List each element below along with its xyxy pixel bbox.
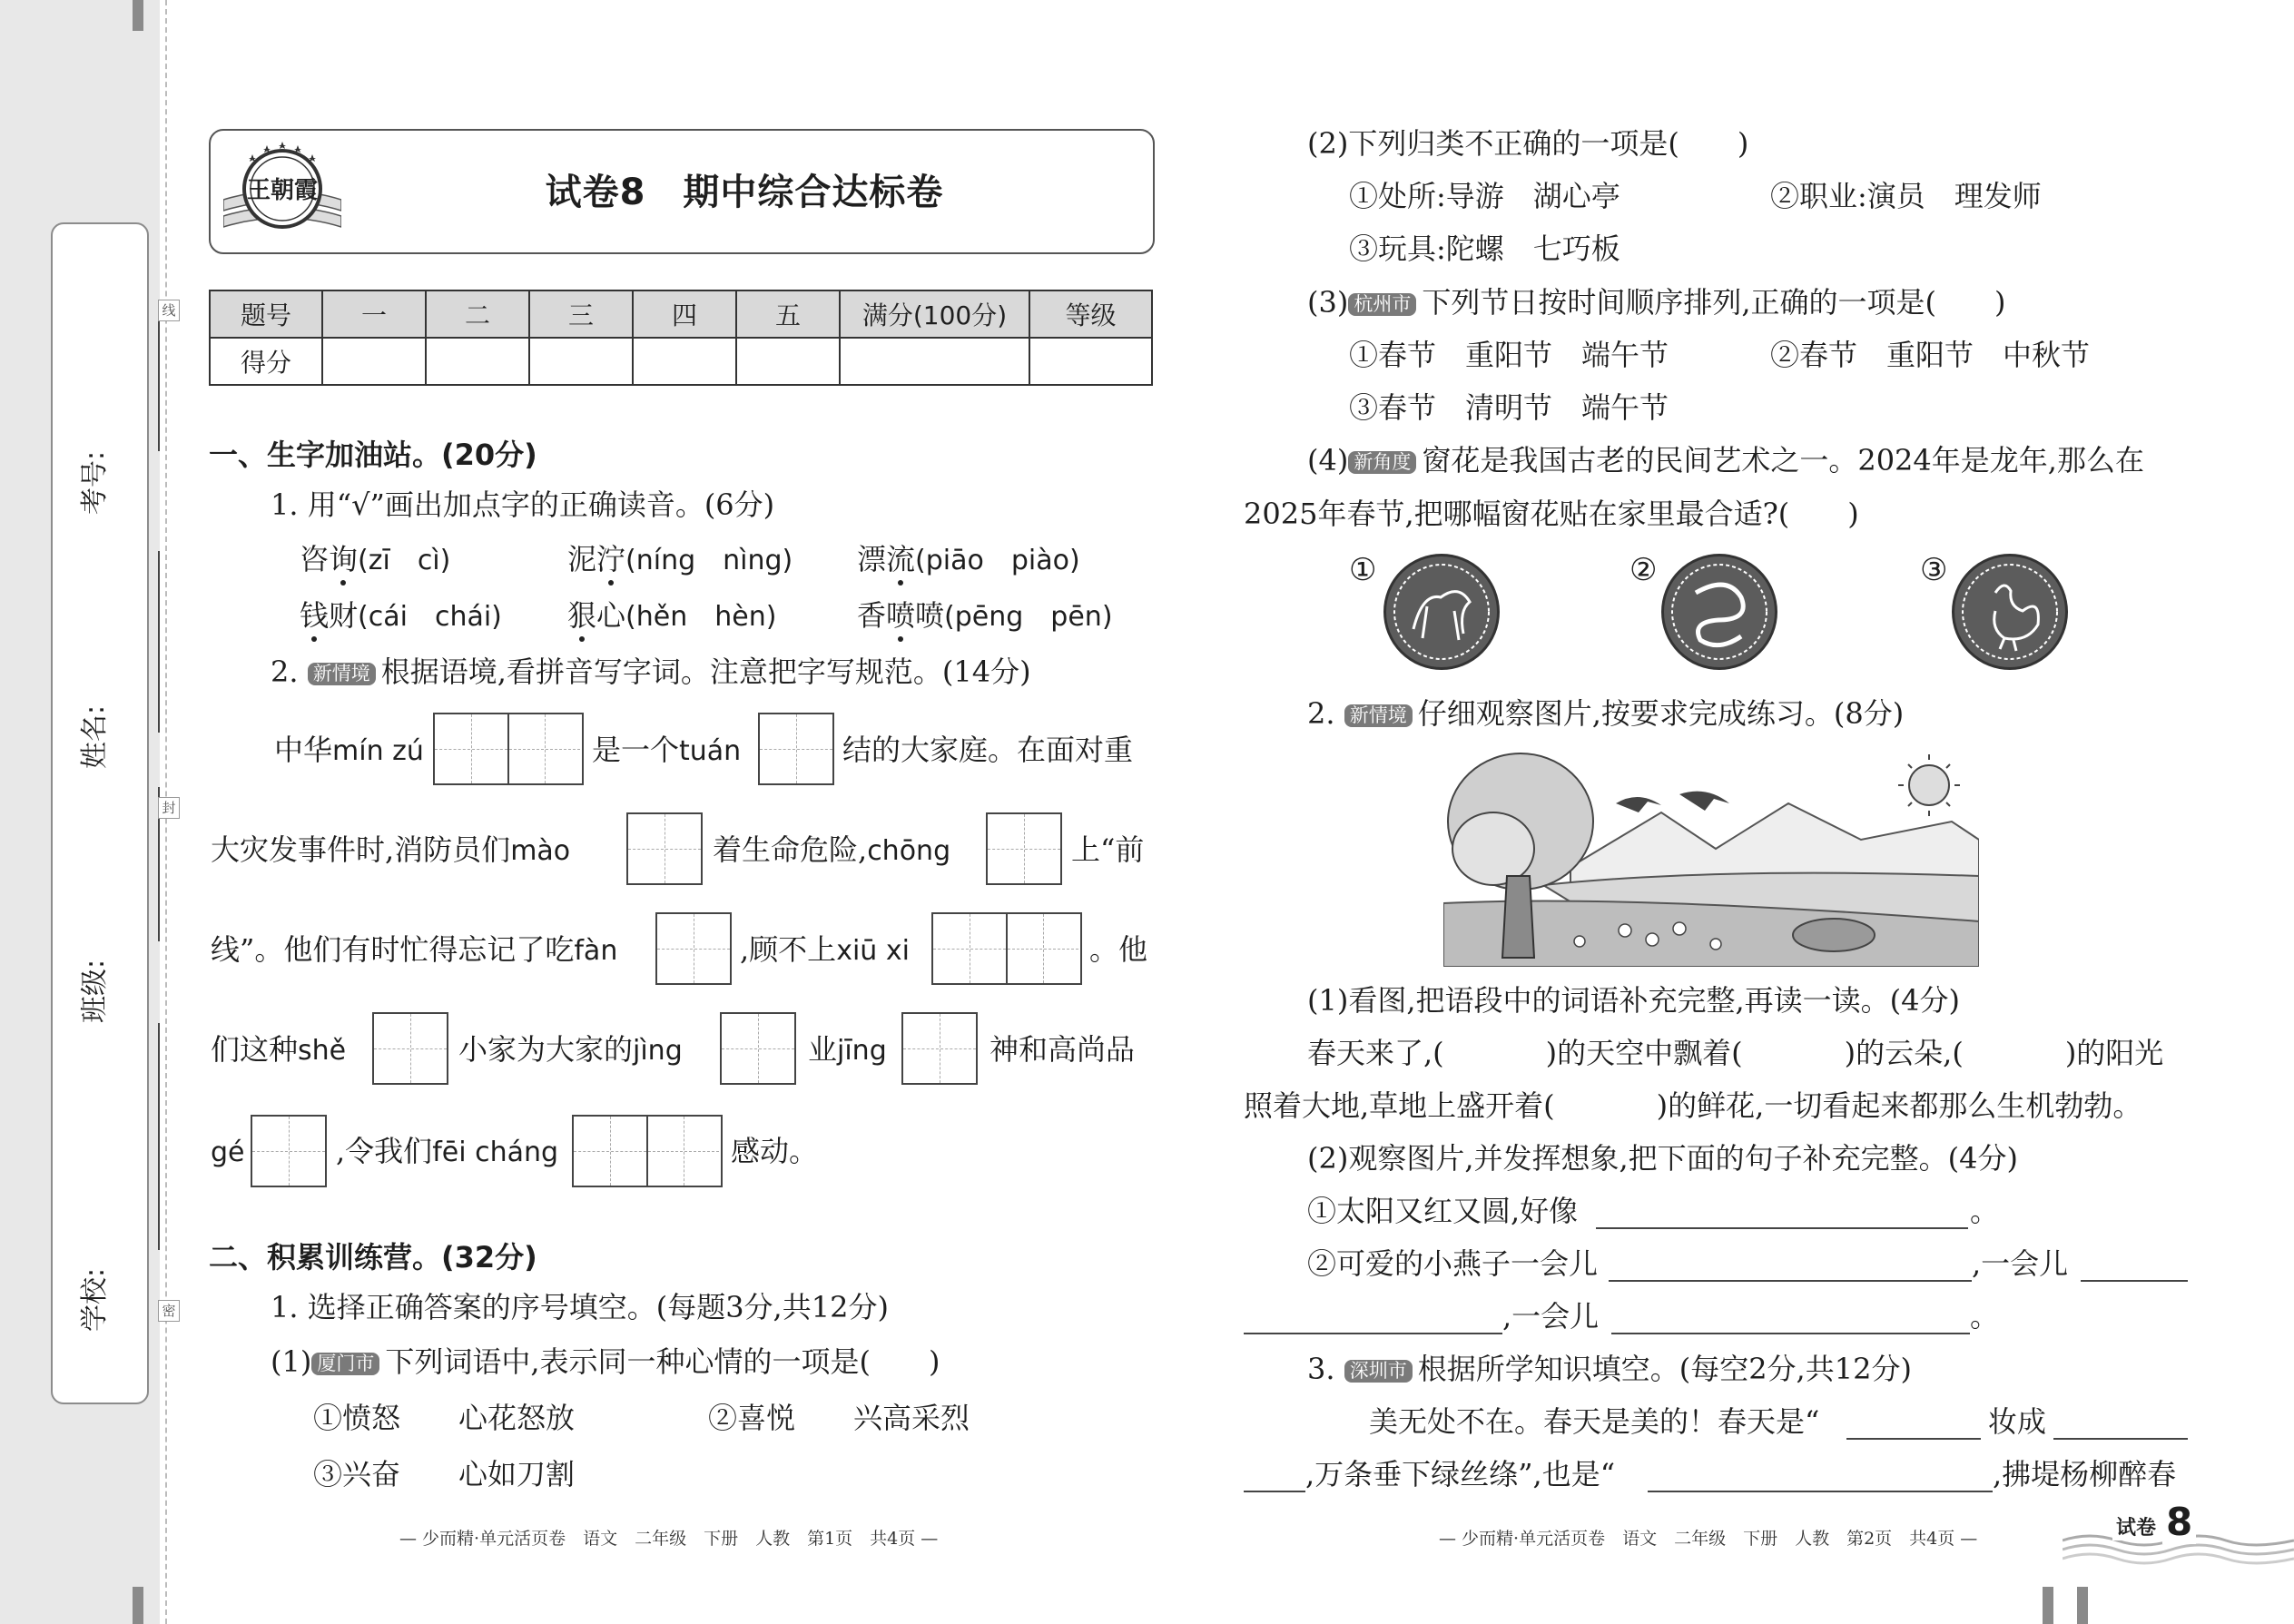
- pinyin-item: [300, 598, 502, 633]
- question-2-3: [1307, 285, 2006, 320]
- option[interactable]: ①愤怒 心花怒放: [313, 1401, 576, 1435]
- badge-label: 试卷: [2112, 1512, 2160, 1540]
- para-text: [713, 832, 951, 867]
- score-header: 题号: [210, 290, 322, 338]
- poem-line-1: 美无处不在。春天是美的！春天是“: [1369, 1404, 1820, 1439]
- para-text: [592, 735, 741, 765]
- poem-line-1-end: 妆成: [1988, 1404, 2047, 1439]
- sentence-2: ②可爱的小燕子一会儿: [1307, 1246, 1599, 1281]
- para-text-segment: ,顾不上: [740, 932, 837, 967]
- item-char: 喷: [915, 598, 945, 633]
- fill-line-2: [1244, 1088, 2142, 1123]
- para-text-segment: 中华: [274, 733, 333, 767]
- option[interactable]: ③春节 清明节 端午节: [1349, 390, 1669, 425]
- item-char: 咨: [300, 542, 330, 576]
- school-line[interactable]: [158, 1023, 160, 1250]
- item-char: 香: [857, 598, 887, 633]
- writing-grid[interactable]: [655, 912, 732, 985]
- pinyin-prompt: jìng: [633, 1035, 683, 1067]
- para-text-segment: 是一个: [592, 733, 680, 767]
- pinyin-options[interactable]: (hěn hèn): [625, 601, 777, 633]
- option[interactable]: ①处所:导游 湖心亭: [1349, 179, 1620, 213]
- question-text: 仔细观察图片,按要求完成练习。(8分): [1417, 696, 1905, 731]
- question-text: 下列节日按时间顺序排列,正确的一项是( ): [1422, 285, 2006, 320]
- para-text: [336, 1134, 559, 1168]
- pinyin-item: [567, 542, 793, 576]
- score-cell[interactable]: [426, 338, 529, 385]
- name-line[interactable]: [158, 551, 160, 733]
- dotted-char: 泞: [596, 542, 626, 576]
- tag-badge: 厦门市: [311, 1353, 379, 1375]
- pinyin-item: [857, 598, 1113, 633]
- score-header: 满分(100分): [840, 290, 1029, 338]
- question-2: 2. 新情境 根据语境,看拼音写字词。注意把字写规范。(14分): [271, 655, 1031, 689]
- item-char: 财: [329, 598, 359, 633]
- pinyin-prompt: xiū xi: [836, 935, 910, 967]
- poem-line-2: ,万条垂下绿丝绦”,也是“: [1305, 1457, 1616, 1491]
- question-number: (1): [271, 1344, 312, 1379]
- para-text: 结的大家庭。在面对重: [842, 733, 1134, 767]
- para-text-segment: 着生命危险,: [713, 832, 868, 867]
- tag-badge: 新情境: [308, 663, 376, 685]
- pinyin-prompt: fēi cháng: [432, 1137, 559, 1168]
- score-row-label: 得分: [210, 338, 322, 385]
- pinyin-prompt: shě: [298, 1035, 347, 1067]
- item-char: 心: [596, 598, 626, 633]
- para-text: 感动。: [731, 1134, 819, 1168]
- sentence-end: 。: [1970, 1299, 2000, 1334]
- pinyin-item: [857, 542, 1080, 576]
- pinyin-options[interactable]: (pēng pēn): [944, 601, 1113, 633]
- pinyin-options[interactable]: (níng nìng): [625, 545, 793, 576]
- logo-text: 王朝霞: [246, 177, 319, 204]
- register-mark: [133, 0, 143, 31]
- pinyin-prompt: mín zú: [332, 735, 424, 767]
- section-2-title: 二、积累训练营。(32分): [209, 1240, 537, 1275]
- score-cell[interactable]: [529, 338, 633, 385]
- pinyin-prompt: mào: [510, 835, 571, 867]
- sentence-2-mid: ,一会儿: [1972, 1246, 2069, 1281]
- section-1-title: 一、生字加油站。(20分): [209, 438, 537, 472]
- para-text-segment: 线”。他们有时忙得忘记了吃: [211, 932, 575, 967]
- exam-number-line[interactable]: [158, 306, 160, 451]
- question-text: 下列词语中,表示同一种心情的一项是( ): [385, 1344, 940, 1379]
- answer-line[interactable]: [2053, 1438, 2188, 1440]
- para-text: [458, 1032, 683, 1067]
- page-badge: [2063, 1500, 2294, 1572]
- fill-text: )的云朵,(: [1844, 1036, 1964, 1070]
- writing-grid[interactable]: [626, 812, 703, 885]
- section-2-q2: [1307, 696, 1905, 731]
- page-title: 试卷8 期中综合达标卷: [545, 172, 944, 213]
- option[interactable]: ②春节 重阳节 中秋节: [1770, 338, 2091, 372]
- answer-line[interactable]: [1244, 1491, 1305, 1492]
- option-number: ①: [1349, 552, 1377, 588]
- dotted-char: 流: [886, 542, 916, 576]
- fill-text: )的鲜花,一切看起来都那么生机勃勃。: [1656, 1088, 2142, 1123]
- answer-line[interactable]: [1244, 1333, 1502, 1334]
- spring-scene-image: [1443, 749, 1979, 967]
- section-2-q1: 1. 选择正确答案的序号填空。(每题3分,共12分): [271, 1290, 889, 1324]
- para-text: [808, 1032, 887, 1067]
- para-text-segment: ,令我们: [336, 1134, 433, 1168]
- student-info-panel: [51, 222, 149, 1404]
- fill-text: )的阳光: [2064, 1036, 2164, 1070]
- badge-number: 8: [2162, 1500, 2196, 1544]
- answer-line[interactable]: [1648, 1491, 1993, 1492]
- option-number: ③: [1920, 552, 1948, 588]
- fill-text: 春天来了,(: [1307, 1036, 1444, 1070]
- option-number: ②: [1629, 552, 1658, 588]
- pinyin-prompt: chōng: [867, 835, 951, 867]
- para-text: 上“前: [1071, 832, 1145, 867]
- option[interactable]: ②喜悦 兴高采烈: [708, 1401, 970, 1435]
- item-char: 泥: [567, 542, 597, 576]
- fill-text: 照着大地,草地上盛开着(: [1244, 1088, 1555, 1123]
- register-mark: [2043, 1587, 2053, 1624]
- para-text: [211, 932, 618, 967]
- pinyin-prompt: fàn: [574, 935, 618, 967]
- score-table: [209, 290, 1153, 386]
- binding-char: 封: [158, 797, 180, 819]
- pinyin-item: [567, 598, 777, 633]
- page-footer: — 少而精·单元活页卷 语文 二年级 下册 人教 第2页 共4页 —: [1439, 1529, 1978, 1549]
- sentence-end: 。: [1970, 1194, 2000, 1228]
- tag-badge: 深圳市: [1344, 1360, 1413, 1383]
- dotted-char: 询: [329, 542, 359, 576]
- question-2-text: 根据语境,看拼音写字词。注意把字写规范。(14分): [380, 655, 1031, 689]
- option[interactable]: ③兴奋 心如刀割: [313, 1457, 576, 1491]
- para-text-segment: 大灾发事件时,消防员们: [211, 832, 511, 867]
- dotted-char: 喷: [886, 598, 916, 633]
- answer-line[interactable]: [1596, 1227, 1968, 1229]
- dotted-char: 狠: [567, 598, 597, 633]
- writing-grid[interactable]: [720, 1012, 796, 1085]
- register-mark: [133, 1587, 143, 1624]
- score-header: 等级: [1029, 290, 1152, 338]
- para-text: [274, 735, 424, 765]
- binding-char: 线: [158, 300, 180, 321]
- score-cell[interactable]: [633, 338, 736, 385]
- pinyin-options[interactable]: (piāo piào): [915, 545, 1080, 576]
- score-cell[interactable]: [1029, 338, 1152, 385]
- class-label: 班级:: [79, 959, 112, 1024]
- para-text: 神和高尚品: [989, 1032, 1136, 1067]
- pinyin-options[interactable]: (cái chái): [358, 601, 502, 633]
- window-flower-snake-image[interactable]: [1661, 554, 1777, 670]
- score-header: 五: [736, 290, 840, 338]
- para-text: [211, 1137, 245, 1166]
- section-2-q1-1: [271, 1344, 940, 1379]
- option[interactable]: ②职业:演员 理发师: [1770, 179, 2042, 213]
- pinyin-prompt: jīng: [837, 1035, 887, 1067]
- sentence-1: ①太阳又红又圆,好像: [1307, 1194, 1579, 1228]
- pinyin-options[interactable]: (zī cì): [358, 545, 451, 576]
- sub-question-2: (2)观察图片,并发挥想象,把下面的句子补充完整。(4分): [1307, 1141, 2019, 1176]
- score-header: 二: [426, 290, 529, 338]
- writing-grid[interactable]: [372, 1012, 448, 1085]
- poem-line-2-end: ,拂堤杨柳醉春: [1993, 1457, 2177, 1491]
- window-flower-horse-image[interactable]: [1383, 554, 1500, 670]
- answer-line[interactable]: [1609, 1280, 1972, 1282]
- question-2-4: [1307, 443, 2144, 477]
- question-2-4-cont: 2025年春节,把哪幅窗花贴在家里最合适?( ): [1244, 497, 1859, 531]
- score-cell[interactable]: [736, 338, 840, 385]
- para-text: 。他: [1089, 932, 1148, 967]
- para-text-segment: 们这种: [211, 1032, 299, 1067]
- para-text: [211, 832, 571, 867]
- question-number: 2.: [1307, 696, 1335, 731]
- tag-badge: 新情境: [1344, 704, 1413, 727]
- question-text: 根据所学知识填空。(每空2分,共12分): [1417, 1352, 1912, 1386]
- pinyin-prompt: tuán: [679, 735, 742, 767]
- question-1: 1. 用“√”画出加点字的正确读音。(6分): [271, 487, 775, 522]
- writing-grid[interactable]: [931, 912, 1082, 985]
- question-text: 窗花是我国古老的民间艺术之一。2024年是龙年,那么在: [1422, 443, 2144, 477]
- section-2-q3: [1307, 1352, 1912, 1386]
- writing-grid[interactable]: [251, 1115, 327, 1187]
- question-number: (4): [1307, 443, 1349, 477]
- window-flower-rooster-image[interactable]: [1952, 554, 2068, 670]
- dotted-char: 钱: [300, 598, 330, 633]
- score-header: 三: [529, 290, 633, 338]
- question-2-2: (2)下列归类不正确的一项是( ): [1307, 126, 1749, 161]
- para-text: [740, 932, 910, 967]
- score-cell[interactable]: [840, 338, 1029, 385]
- para-text-segment: 业: [808, 1032, 838, 1067]
- writing-grid[interactable]: [433, 713, 584, 785]
- writing-grid[interactable]: [986, 812, 1062, 885]
- score-cell[interactable]: [322, 338, 426, 385]
- name-label: 姓名:: [79, 704, 112, 770]
- para-text-segment: 小家为大家的: [458, 1032, 634, 1067]
- option[interactable]: ①春节 重阳节 端午节: [1349, 338, 1669, 372]
- writing-grid[interactable]: [572, 1115, 723, 1187]
- tag-badge: 杭州市: [1348, 293, 1416, 316]
- option[interactable]: ③玩具:陀螺 七巧板: [1349, 231, 1620, 266]
- fill-line-1: [1307, 1038, 2163, 1068]
- register-mark: [2077, 1587, 2088, 1624]
- logo: [223, 136, 341, 243]
- question-number: (3): [1307, 285, 1349, 320]
- writing-grid[interactable]: [758, 713, 834, 785]
- score-header: 一: [322, 290, 426, 338]
- pinyin-prompt: gé: [211, 1137, 245, 1168]
- pinyin-item: [300, 542, 451, 576]
- sub-question-1: (1)看图,把语段中的词语补充完整,再读一读。(4分): [1307, 983, 1961, 1018]
- sentence-2-cont: ,一会儿: [1502, 1299, 1600, 1334]
- item-char: 漂: [857, 542, 887, 576]
- binding-char: 密: [158, 1300, 180, 1322]
- para-text: [211, 1032, 347, 1067]
- fill-text: )的天空中飘着(: [1545, 1036, 1743, 1070]
- question-number: 3.: [1307, 1352, 1335, 1386]
- answer-line[interactable]: [2081, 1280, 2188, 1282]
- page-footer: — 少而精·单元活页卷 语文 二年级 下册 人教 第1页 共4页 —: [399, 1529, 939, 1549]
- answer-line[interactable]: [1611, 1333, 1970, 1334]
- answer-line[interactable]: [1846, 1438, 1981, 1440]
- school-label: 学校:: [79, 1267, 112, 1333]
- exam-number-label: 考号:: [79, 450, 112, 516]
- score-header: 四: [633, 290, 736, 338]
- writing-grid[interactable]: [901, 1012, 978, 1085]
- tag-badge: 新角度: [1348, 451, 1416, 474]
